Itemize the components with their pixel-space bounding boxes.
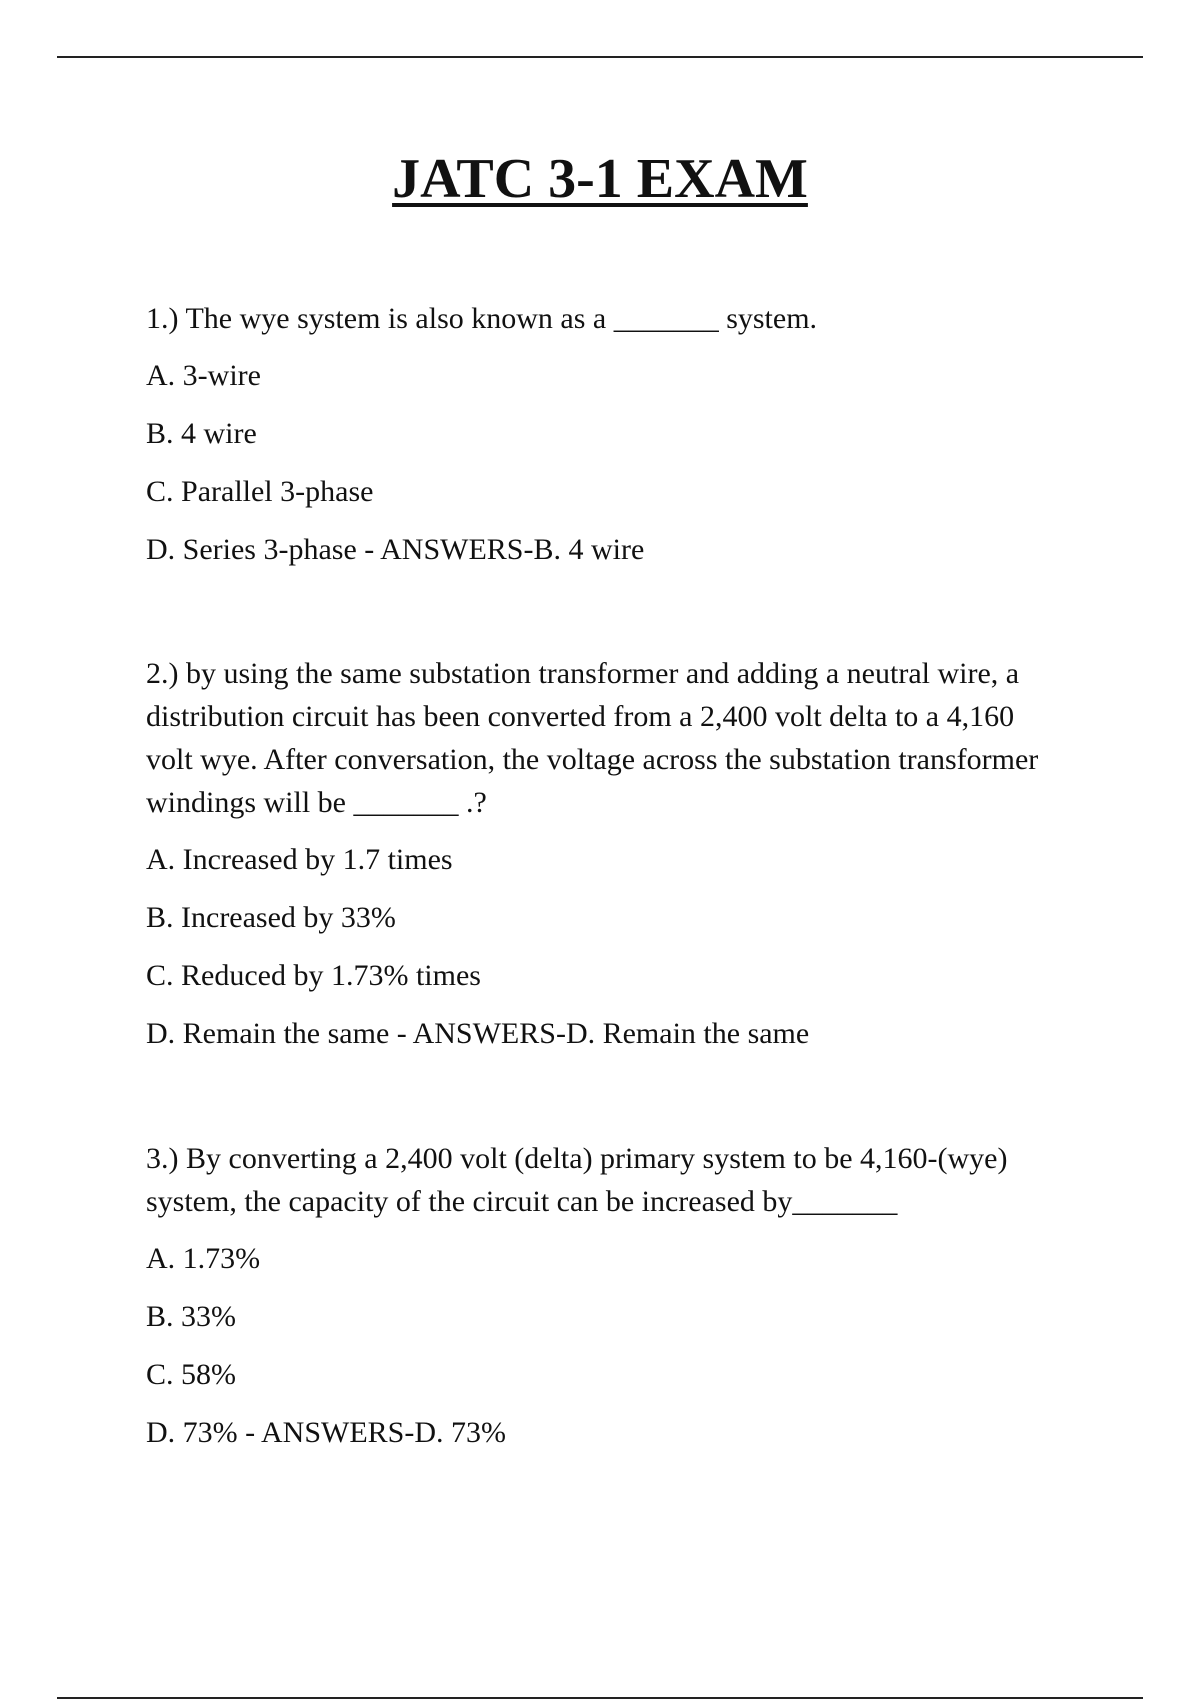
question-1	[146, 297, 1046, 571]
option-a: A. 3-wire	[146, 359, 261, 392]
option-a: A. Increased by 1.7 times	[146, 843, 453, 876]
question-stem: 3.) By converting a 2,400 volt (delta) primary system to be 4,160-(wye) system, the capacity of the circuit can be increased by_______	[146, 1142, 1008, 1218]
option-b: B. 33%	[146, 1300, 236, 1333]
option-d-with-answer: D. Remain the same - ANSWERS-D. Remain the same	[146, 1017, 810, 1050]
option-c: C. 58%	[146, 1358, 236, 1391]
option-b: B. 4 wire	[146, 417, 257, 450]
question-3	[146, 1137, 1046, 1454]
option-a: A. 1.73%	[146, 1242, 261, 1275]
option-d-with-answer: D. Series 3-phase - ANSWERS-B. 4 wire	[146, 533, 645, 566]
option-b: B. Increased by 33%	[146, 901, 396, 934]
option-c: C. Reduced by 1.73% times	[146, 959, 481, 992]
option-c: C. Parallel 3-phase	[146, 475, 374, 508]
question-2	[146, 652, 1046, 1055]
option-d-with-answer: D. 73% - ANSWERS-D. 73%	[146, 1416, 506, 1449]
bottom-rule	[57, 1697, 1143, 1699]
top-rule	[57, 56, 1143, 58]
page-title-text: JATC 3-1 EXAM	[392, 148, 808, 210]
question-stem: 2.) by using the same substation transformer and adding a neutral wire, a distribution circuit has been converted from a 2,400 volt delta to a 4,160 volt wye. After conversation, the voltage across the substation transformer windings will be _______ .?	[146, 657, 1039, 819]
page-title	[0, 144, 1200, 214]
question-stem: 1.) The wye system is also known as a _______ system.	[146, 302, 818, 335]
